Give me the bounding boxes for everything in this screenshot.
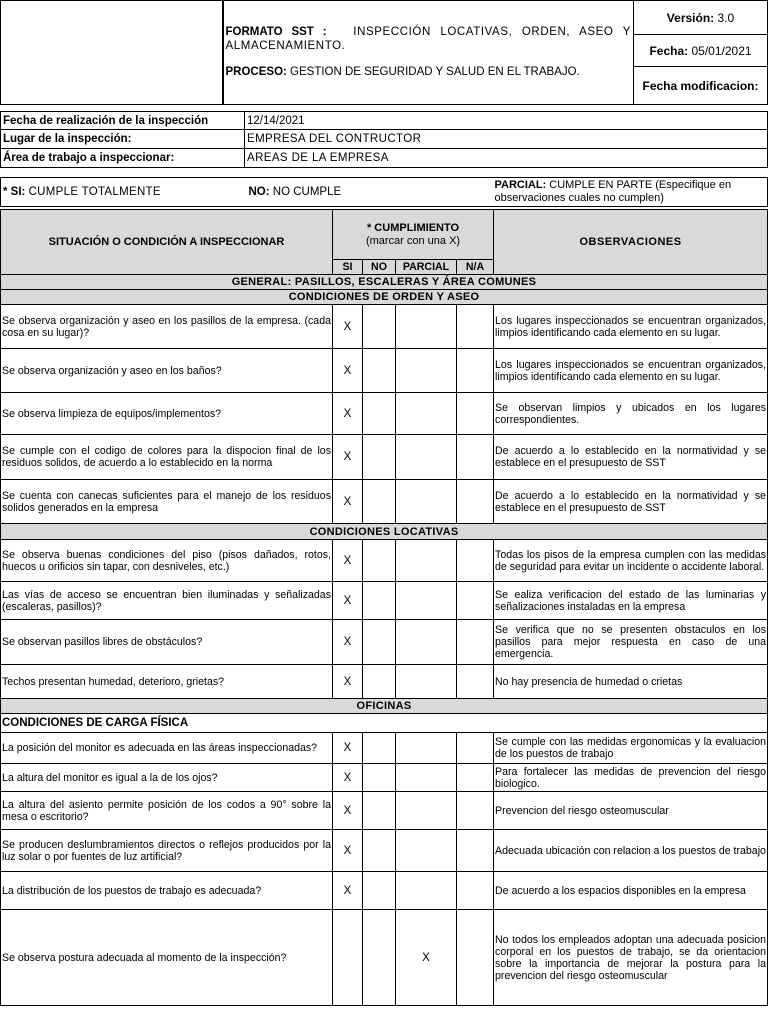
- mark-si-cell: X: [333, 582, 363, 620]
- mark-si-cell: X: [333, 349, 363, 393]
- mark-si-cell: X: [333, 872, 363, 910]
- condition-text: Las vías de acceso se encuentran bien iluminadas y señalizadas (escaleras, pasillos)?: [1, 582, 333, 620]
- inspection-date-value: 12/14/2021: [245, 112, 768, 130]
- table-row: [1, 480, 768, 524]
- legend-si-text: CUMPLE TOTALMENTE: [28, 186, 161, 198]
- observation-text: No hay presencia de humedad o crietas: [494, 665, 768, 699]
- inspection-place-label: Lugar de la inspección:: [1, 130, 245, 149]
- condition-text: Se producen deslumbramientos directos o reflejos producidos por la luz solar o por fuentes de luz artificial?: [1, 830, 333, 872]
- observation-text: No todos los empleados adoptan una adecuada posicion corporal en los puestos de trabajo, se da orientacion sobre la importancia de mejorar la postura para la prevencion del riesgo osteomuscular: [494, 910, 768, 1006]
- mark-na-cell: [457, 665, 494, 699]
- condition-text: La posición del monitor es adecuada en las áreas inspeccionadas?: [1, 733, 333, 764]
- process-label: PROCESO:: [225, 66, 287, 78]
- mark-no-cell: [363, 792, 396, 830]
- mark-parcial-cell: [396, 733, 457, 764]
- compliance-title: * CUMPLIMIENTO: [366, 221, 460, 234]
- observation-text: De acuerdo a lo establecido en la normatividad y se establece en el presupuesto de SST: [494, 435, 768, 480]
- mark-si-cell: X: [333, 764, 363, 792]
- mark-si-cell: X: [333, 665, 363, 699]
- date-label: Fecha:: [649, 43, 689, 58]
- condition-text: La altura del asiento permite posición de los codos a 90° sobre la mesa o escritorio?: [1, 792, 333, 830]
- mark-na-cell: [457, 540, 494, 582]
- col-si-header: SI: [333, 260, 363, 275]
- legend-no: [247, 178, 493, 207]
- condition-text: La distribución de los puestos de trabajo es adecuada?: [1, 872, 333, 910]
- mark-na-cell: [457, 910, 494, 1006]
- mark-no-cell: [363, 665, 396, 699]
- format-title-cell: [223, 1, 634, 105]
- mark-no-cell: [363, 435, 396, 480]
- observation-text: Para fortalecer las medidas de prevencion del riesgo biologico.: [495, 765, 767, 790]
- table-row: [1, 349, 768, 393]
- legend-si-label: * SI:: [3, 186, 26, 198]
- mark-parcial-cell: [396, 665, 457, 699]
- inspection-place-value: EMPRESA DEL CONTRUCTOR: [245, 130, 768, 149]
- mark-si-cell: X: [333, 733, 363, 764]
- observation-text: Se verifica que no se presenten obstaculos en los pasillos para mejor respuesta en caso de una emergencia.: [494, 620, 768, 665]
- mark-parcial-cell: [396, 830, 457, 872]
- mark-no-cell: [363, 349, 396, 393]
- table-row: [1, 910, 768, 1006]
- legend-si: [1, 178, 247, 207]
- mark-na-cell: [457, 830, 494, 872]
- mark-si-cell: X: [333, 620, 363, 665]
- mark-na-cell: [457, 620, 494, 665]
- condition-text: Se observa limpieza de equipos/implementos?: [1, 393, 333, 435]
- mark-si-cell: X: [333, 480, 363, 524]
- mark-no-cell: [363, 910, 396, 1006]
- table-row: [1, 792, 768, 830]
- table-row: [1, 830, 768, 872]
- mark-no-cell: [363, 764, 396, 792]
- compliance-legend: [0, 177, 768, 207]
- table-row: [1, 620, 768, 665]
- format-label: FORMATO SST :: [225, 26, 327, 38]
- inspection-table: [0, 209, 768, 1006]
- observation-text: Los lugares inspeccionados se encuentran organizados, limpios identificando cada elemento en su lugar.: [494, 349, 768, 393]
- mark-si-cell: X: [333, 305, 363, 349]
- mark-si-cell: X: [333, 792, 363, 830]
- condition-text: Se cumple con el codigo de colores para la dispocion final de los residuos solidos, de acuerdo a lo establecido en la norma: [1, 435, 333, 480]
- mark-no-cell: [363, 305, 396, 349]
- process-text: GESTION DE SEGURIDAD Y SALUD EN EL TRABAJO.: [290, 66, 580, 78]
- observation-text: Prevencion del riesgo osteomuscular: [494, 792, 768, 830]
- process-line: [226, 65, 632, 79]
- mark-na-cell: [457, 872, 494, 910]
- legend-parcial-text: CUMPLE EN PARTE (Especifique en observaciones cuales no cumplen): [494, 179, 732, 204]
- col-compliance-header: [333, 210, 494, 260]
- section-oficinas: OFICINAS: [1, 699, 768, 714]
- mark-na-cell: [457, 792, 494, 830]
- table-row: [1, 733, 768, 764]
- col-na-header: N/A: [457, 260, 494, 275]
- format-text: INSPECCIÓN LOCATIVAS, ORDEN, ASEO Y ALMACENAMIENTO.: [225, 26, 631, 52]
- legend-parcial: [493, 178, 768, 207]
- table-row: [1, 305, 768, 349]
- mark-parcial-cell: [396, 620, 457, 665]
- condition-text: Se observa buenas condiciones del piso (pisos dañados, rotos, huecos u orificios sin tapar, con desniveles, etc.): [1, 540, 333, 582]
- mark-si-cell: X: [333, 540, 363, 582]
- mark-no-cell: [363, 872, 396, 910]
- section-carga-fisica: CONDICIONES DE CARGA FÍSICA: [1, 714, 768, 733]
- mark-na-cell: [457, 349, 494, 393]
- mark-si-cell: [333, 910, 363, 1006]
- mark-si-cell: X: [333, 435, 363, 480]
- inspection-date-label: Fecha de realización de la inspección: [1, 112, 245, 130]
- mark-parcial-cell: [396, 792, 457, 830]
- legend-no-label: NO:: [248, 186, 270, 198]
- col-observations-header: OBSERVACIONES: [494, 210, 768, 275]
- mark-na-cell: [457, 764, 494, 792]
- mark-parcial-cell: [396, 764, 457, 792]
- mark-na-cell: [457, 733, 494, 764]
- mark-parcial-cell: [396, 305, 457, 349]
- observation-text: Se cumple con las medidas ergonomicas y la evaluacion de los puestos de trabajo: [494, 733, 768, 764]
- legend-no-text: NO CUMPLE: [272, 186, 342, 198]
- mark-parcial-cell: [396, 540, 457, 582]
- mark-no-cell: [363, 733, 396, 764]
- mark-parcial-cell: X: [396, 910, 457, 1006]
- mark-na-cell: [457, 435, 494, 480]
- condition-text: Se cuenta con canecas suficientes para el manejo de los residuos solidos generados en la empresa: [1, 480, 333, 524]
- condition-text: Se observa organización y aseo en los baños?: [1, 349, 333, 393]
- mark-na-cell: [457, 393, 494, 435]
- observation-text: Los lugares inspeccionados se encuentran organizados, limpios identificando cada elemento en su lugar.: [494, 305, 768, 349]
- inspection-info: [0, 111, 768, 168]
- col-parcial-header: PARCIAL: [396, 260, 457, 275]
- mark-parcial-cell: [396, 435, 457, 480]
- observation-text: Se observan limpios y ubicados en los lugares correspondientes.: [494, 393, 768, 435]
- version-value: 3.0: [717, 10, 735, 25]
- mark-na-cell: [457, 305, 494, 349]
- table-row: [1, 582, 768, 620]
- work-area-value: AREAS DE LA EMPRESA: [245, 149, 768, 168]
- observation-text: De acuerdo a lo establecido en la normatividad y se establece en el presupuesto de SST: [494, 480, 768, 524]
- condition-text: La altura del monitor es igual a la de los ojos?: [1, 764, 333, 792]
- mark-no-cell: [363, 480, 396, 524]
- mark-parcial-cell: [396, 480, 457, 524]
- observation-text: Adecuada ubicación con relacion a los puestos de trabajo: [494, 830, 768, 872]
- mark-no-cell: [363, 620, 396, 665]
- compliance-note: (marcar con una X): [365, 234, 461, 247]
- section-locativas: CONDICIONES LOCATIVAS: [1, 524, 768, 540]
- condition-text: Se observa postura adecuada al momento de la inspección?: [1, 910, 333, 1006]
- mark-no-cell: [363, 582, 396, 620]
- date-value: 05/01/2021: [691, 43, 752, 58]
- mark-no-cell: [363, 540, 396, 582]
- observation-text: De acuerdo a los espacios disponibles en la empresa: [494, 872, 768, 910]
- mark-no-cell: [363, 830, 396, 872]
- mark-na-cell: [457, 582, 494, 620]
- condition-text: Techos presentan humedad, deterioro, grietas?: [1, 665, 333, 699]
- mark-parcial-cell: [396, 393, 457, 435]
- col-situation-header: SITUACIÓN O CONDICIÓN A INSPECCIONAR: [1, 210, 333, 275]
- observation-text: Todas los pisos de la empresa cumplen con las medidas de seguridad para evitar un incidente o accidente laboral.: [494, 540, 768, 582]
- table-row: [1, 872, 768, 910]
- condition-text: Se observa organización y aseo en los pasillos de la empresa. (cada cosa en su lugar)?: [1, 305, 333, 349]
- mark-parcial-cell: [396, 349, 457, 393]
- table-row: [1, 665, 768, 699]
- format-title: [226, 25, 632, 53]
- table-row: [1, 393, 768, 435]
- legend-parcial-label: PARCIAL:: [494, 179, 547, 191]
- condition-text: Se observan pasillos libres de obstáculos?: [1, 620, 333, 665]
- observation-text: Se ealiza verificacion del estado de las luminarias y señalizaciones instaladas en la empresa: [494, 582, 768, 620]
- mark-si-cell: X: [333, 830, 363, 872]
- mark-parcial-cell: [396, 582, 457, 620]
- version-label: Versión:: [666, 10, 715, 25]
- table-row: [1, 540, 768, 582]
- document-header: [0, 0, 768, 105]
- table-row: [1, 435, 768, 480]
- mark-no-cell: [363, 393, 396, 435]
- mark-parcial-cell: [396, 872, 457, 910]
- col-no-header: NO: [363, 260, 396, 275]
- date-cell: [634, 35, 768, 67]
- section-general: GENERAL: PASILLOS, ESCALERAS Y ÁREA COMUNES: [1, 275, 768, 290]
- table-row: [1, 764, 768, 792]
- mark-na-cell: [457, 480, 494, 524]
- mark-si-cell: X: [333, 393, 363, 435]
- section-orden-aseo: CONDICIONES DE ORDEN Y ASEO: [1, 290, 768, 305]
- version-cell: [634, 1, 768, 35]
- logo-area: [1, 1, 223, 105]
- work-area-label: Área de trabajo a inspeccionar:: [1, 149, 245, 168]
- modification-date-cell: Fecha modificacion:: [634, 67, 768, 105]
